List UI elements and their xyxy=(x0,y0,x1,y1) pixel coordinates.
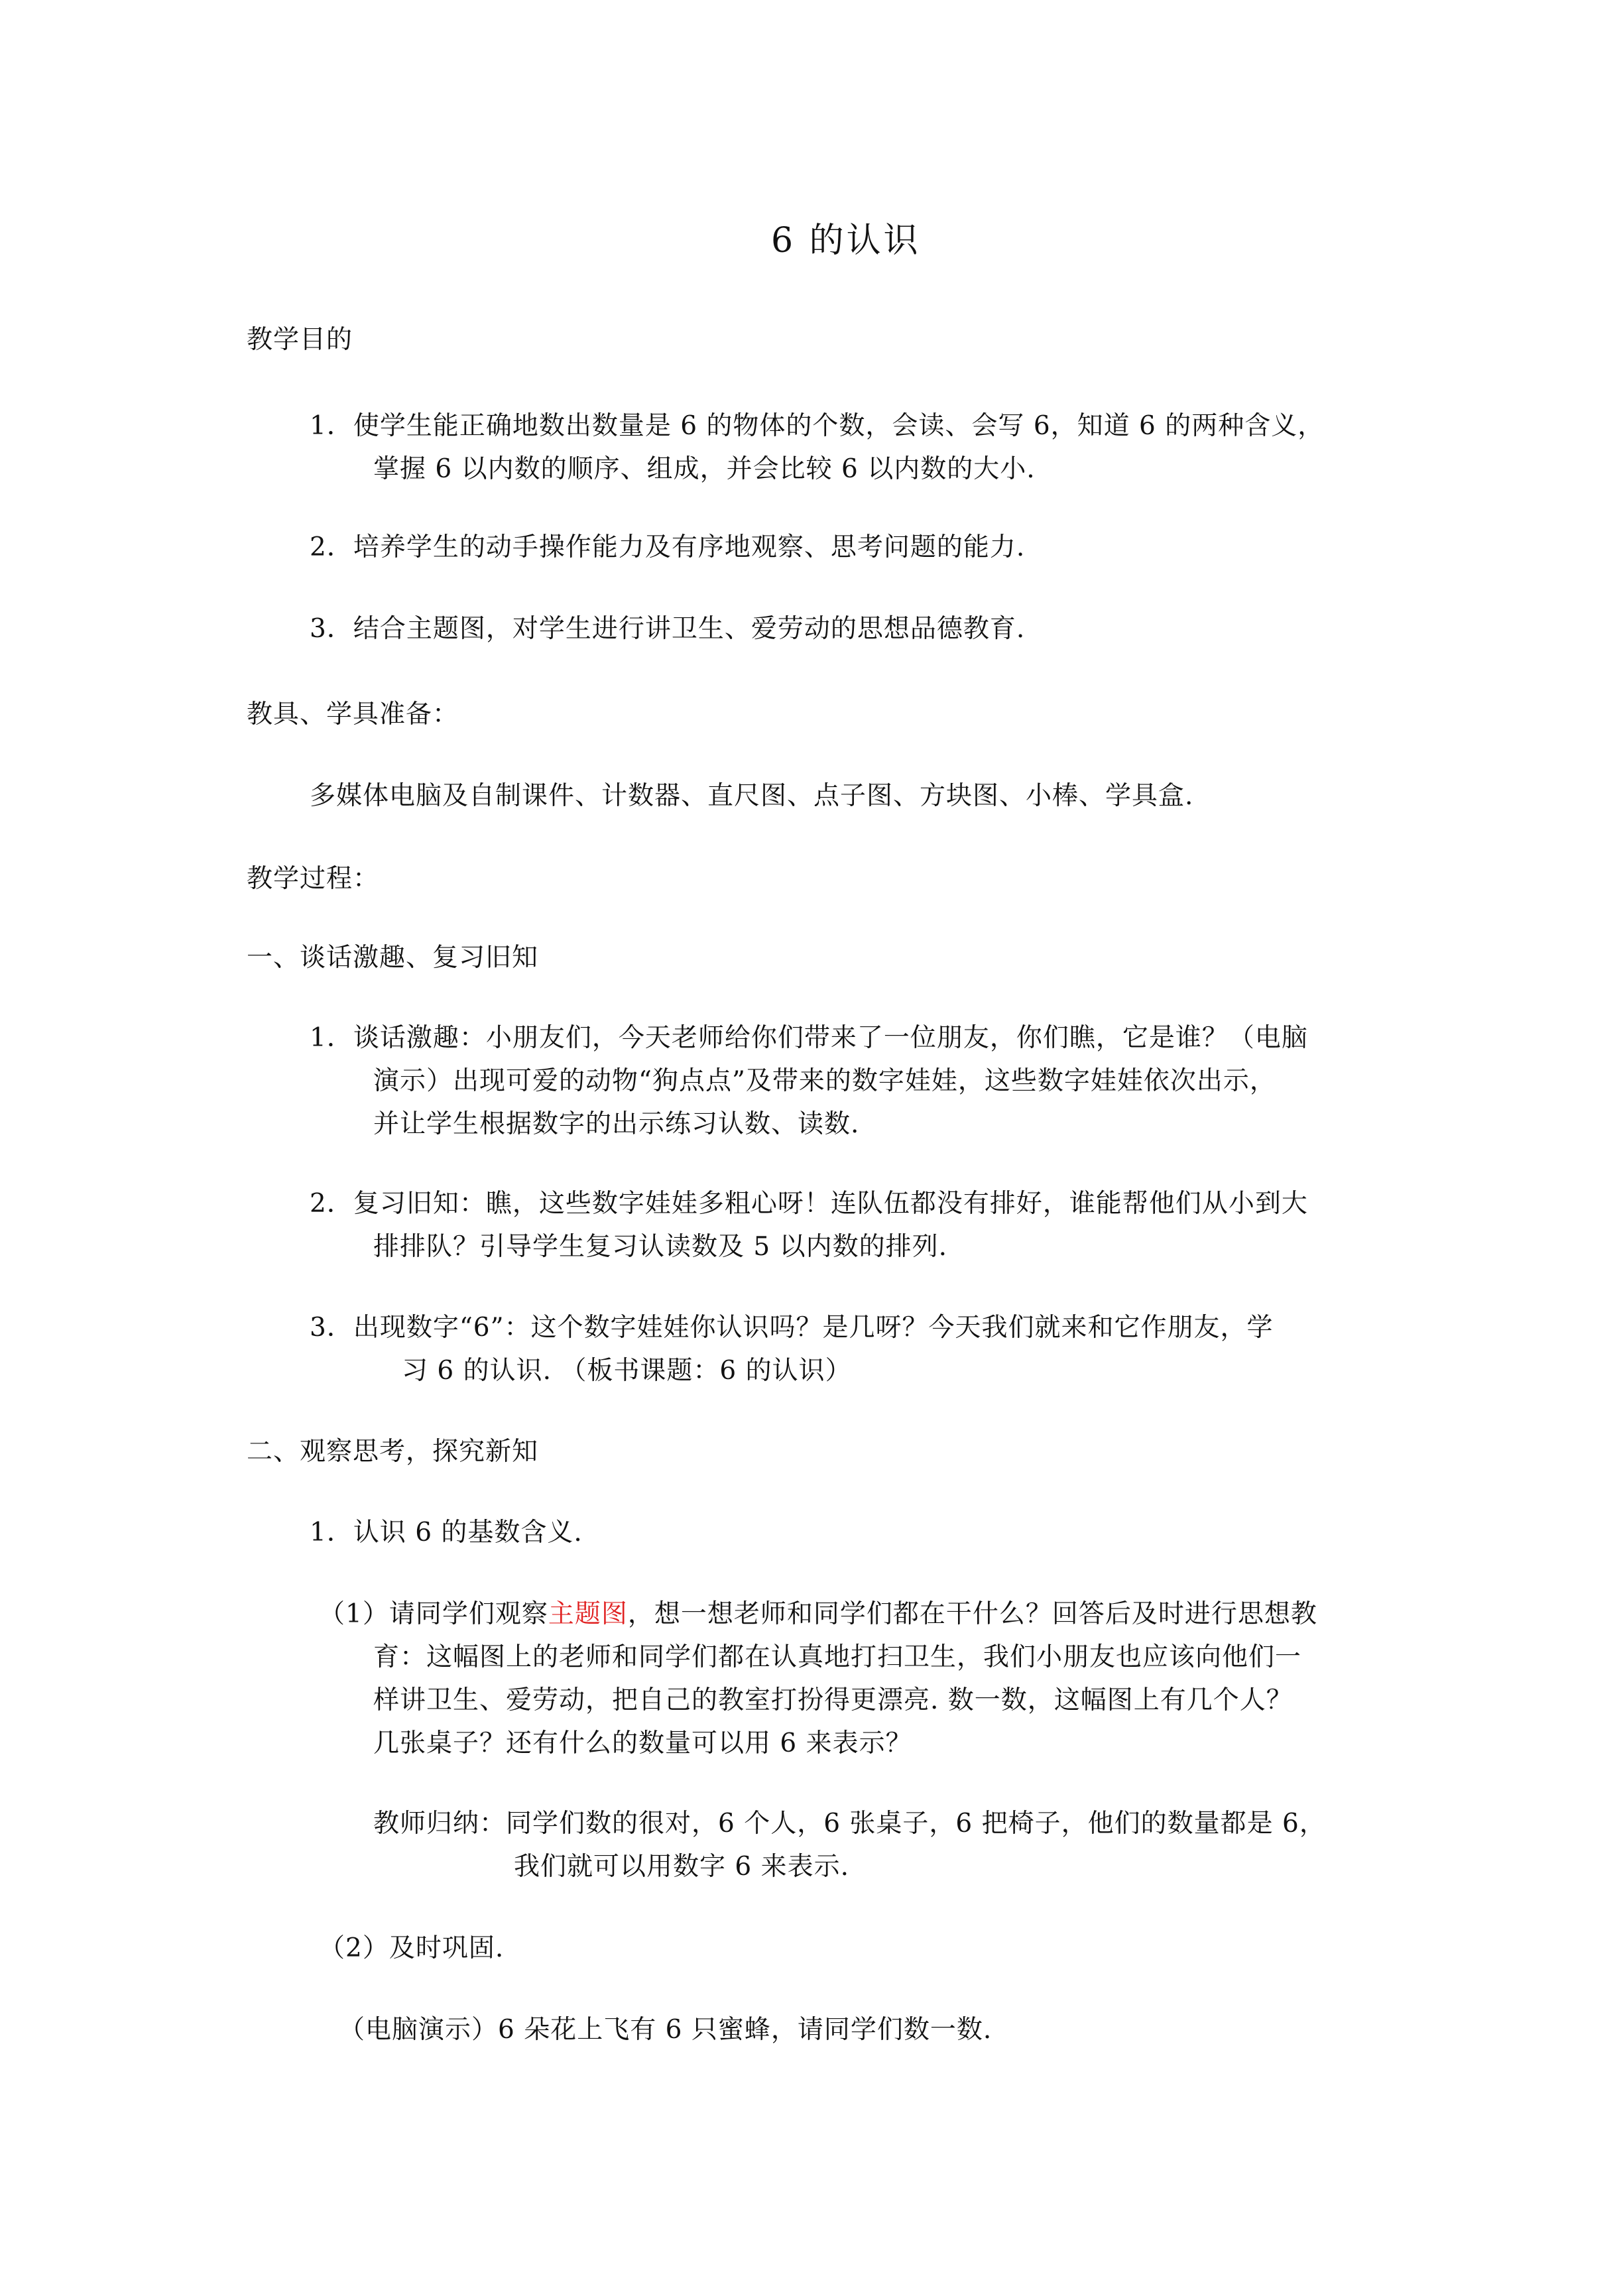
section-1-item-3-line-1: 3．出现数字“6”：这个数字娃娃你认识吗？是几呀？今天我们就来和它作朋友，学 xyxy=(310,1313,1274,1343)
sub-1-suffix: ，想一想老师和同学们都在干什么？回答后及时进行思想教 xyxy=(627,1599,1317,1629)
section-2-heading: 二、观察思考，探究新知 xyxy=(247,1437,539,1467)
materials-text: 多媒体电脑及自制课件、计数器、直尺图、点子图、方块图、小棒、学具盒. xyxy=(310,781,1194,811)
section-2-item-1: 1．认识 6 的基数含义. xyxy=(310,1518,583,1547)
section-1-item-2-line-1: 2．复习旧知：瞧，这些数字娃娃多粗心呀！连队伍都没有排好，谁能帮他们从小到大 xyxy=(310,1189,1308,1219)
objective-1-line-2: 掌握 6 以内数的顺序、组成，并会比较 6 以内数的大小. xyxy=(373,454,1036,484)
section-1-item-2-line-2: 排排队？引导学生复习认读数及 5 以内数的排列. xyxy=(373,1232,948,1262)
section-1-item-3-line-2: 习 6 的认识. （板书课题：6 的认识） xyxy=(402,1356,852,1386)
section-2-sub-1-line-2: 育：这幅图上的老师和同学们都在认真地打扫卫生，我们小朋友也应该向他们一 xyxy=(373,1642,1302,1672)
process-heading: 教学过程： xyxy=(247,864,380,894)
theme-image-link[interactable]: 主题图 xyxy=(548,1599,628,1629)
computer-demo-text: （电脑演示）6 朵花上飞有 6 只蜜蜂，请同学们数一数. xyxy=(339,2015,992,2045)
section-2-sub-1-line-4: 几张桌子？还有什么的数量可以用 6 来表示？ xyxy=(373,1728,912,1758)
objective-1-line-1: 1．使学生能正确地数出数量是 6 的物体的个数，会读、会写 6，知道 6 的两种含义， xyxy=(310,411,1325,441)
section-1-heading: 一、谈话激趣、复习旧知 xyxy=(247,943,539,973)
section-1-item-1-line-1: 1．谈话激趣：小朋友们，今天老师给你们带来了一位朋友，你们瞧，它是谁？（电脑 xyxy=(310,1023,1308,1053)
objective-3: 3．结合主题图，对学生进行讲卫生、爱劳动的思想品德教育. xyxy=(310,614,1026,644)
teacher-summary-line-2: 我们就可以用数字 6 来表示. xyxy=(514,1852,850,1882)
objective-2: 2．培养学生的动手操作能力及有序地观察、思考问题的能力. xyxy=(310,532,1026,562)
teacher-summary-line-1: 教师归纳：同学们数的很对，6 个人，6 张桌子，6 把椅子，他们的数量都是 6， xyxy=(373,1809,1326,1839)
section-2-sub-2: （2）及时巩固. xyxy=(319,1933,505,1963)
section-1-item-1-line-2: 演示）出现可爱的动物“狗点点”及带来的数字娃娃，这些数字娃娃依次出示， xyxy=(373,1066,1276,1096)
sub-1-prefix: （1）请同学们观察 xyxy=(319,1599,548,1629)
section-2-sub-1-line-3: 样讲卫生、爱劳动，把自己的教室打扮得更漂亮. 数一数，这幅图上有几个人？ xyxy=(373,1685,1293,1715)
section-1-item-1-line-3: 并让学生根据数字的出示练习认数、读数. xyxy=(373,1109,860,1139)
materials-heading: 教具、学具准备： xyxy=(247,699,459,729)
section-2-sub-1-line-1 xyxy=(319,1601,1317,1627)
objectives-heading: 教学目的 xyxy=(247,325,353,355)
page-title: 6 的认识 xyxy=(771,221,921,261)
